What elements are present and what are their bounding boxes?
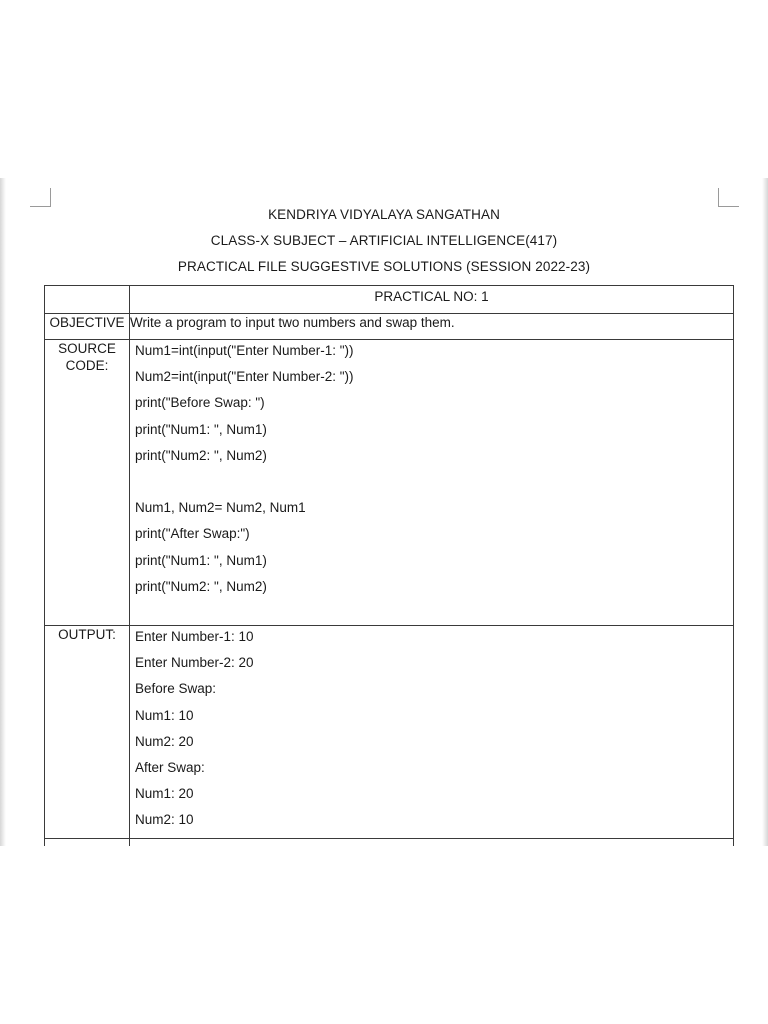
output-line: Num2: 20	[135, 733, 194, 749]
practical-table	[44, 285, 734, 846]
source-code-label-text: SOURCE CODE:	[58, 341, 116, 373]
page-edge-right	[762, 178, 768, 846]
source-code-line	[135, 473, 733, 499]
source-code-line: print("Num1: ", Num1)	[135, 552, 267, 568]
next-row-label-cell	[45, 838, 130, 846]
source-code-line: print("Num2: ", Num2)	[135, 578, 267, 594]
class-subject-heading: CLASS-X SUBJECT – ARTIFICIAL INTELLIGENCE(417)	[210, 233, 558, 248]
source-code-line: print("Num2: ", Num2)	[135, 447, 267, 463]
practical-number: PRACTICAL NO: 1	[130, 286, 734, 314]
page-edge-left	[0, 178, 6, 846]
output-row	[45, 626, 734, 839]
source-code-cell	[130, 340, 734, 626]
source-code-label	[45, 340, 130, 626]
next-row-body-cell	[130, 838, 734, 846]
objective-text: Write a program to input two numbers and swap them.	[130, 314, 734, 340]
output-label: OUTPUT:	[45, 626, 130, 839]
practical-title-row	[45, 286, 734, 314]
source-code-lines	[130, 340, 733, 604]
output-line: Num2: 10	[135, 812, 194, 828]
output-line: Enter Number-2: 20	[135, 655, 254, 671]
crop-mark-top-right	[718, 188, 739, 207]
source-code-line: Num1=int(input("Enter Number-1: "))	[135, 343, 354, 358]
output-lines	[130, 626, 733, 838]
source-code-row	[45, 340, 734, 626]
output-line: After Swap:	[135, 759, 205, 775]
source-code-line: print("Num1: ", Num1)	[135, 421, 267, 437]
empty-label-cell	[45, 286, 130, 314]
source-code-line: Num2=int(input("Enter Number-2: "))	[135, 369, 354, 385]
output-line: Enter Number-1: 10	[135, 629, 254, 644]
file-title-heading: PRACTICAL FILE SUGGESTIVE SOLUTIONS (SESSION 2022-23)	[177, 259, 591, 274]
document-page	[0, 178, 768, 846]
objective-row	[45, 314, 734, 340]
crop-mark-top-left	[30, 188, 51, 207]
output-line: Before Swap:	[135, 681, 217, 697]
school-name-heading: KENDRIYA VIDYALAYA SANGATHAN	[268, 207, 500, 222]
output-line: Num1: 10	[135, 707, 194, 723]
source-code-line: Num1, Num2= Num2, Num1	[135, 500, 306, 516]
next-row	[45, 838, 734, 846]
output-cell	[130, 626, 734, 839]
source-code-line: print("After Swap:")	[135, 526, 250, 542]
output-line: Num1: 20	[135, 786, 194, 802]
source-code-line: print("Before Swap: ")	[135, 395, 265, 411]
objective-label: OBJECTIVE	[45, 314, 130, 340]
